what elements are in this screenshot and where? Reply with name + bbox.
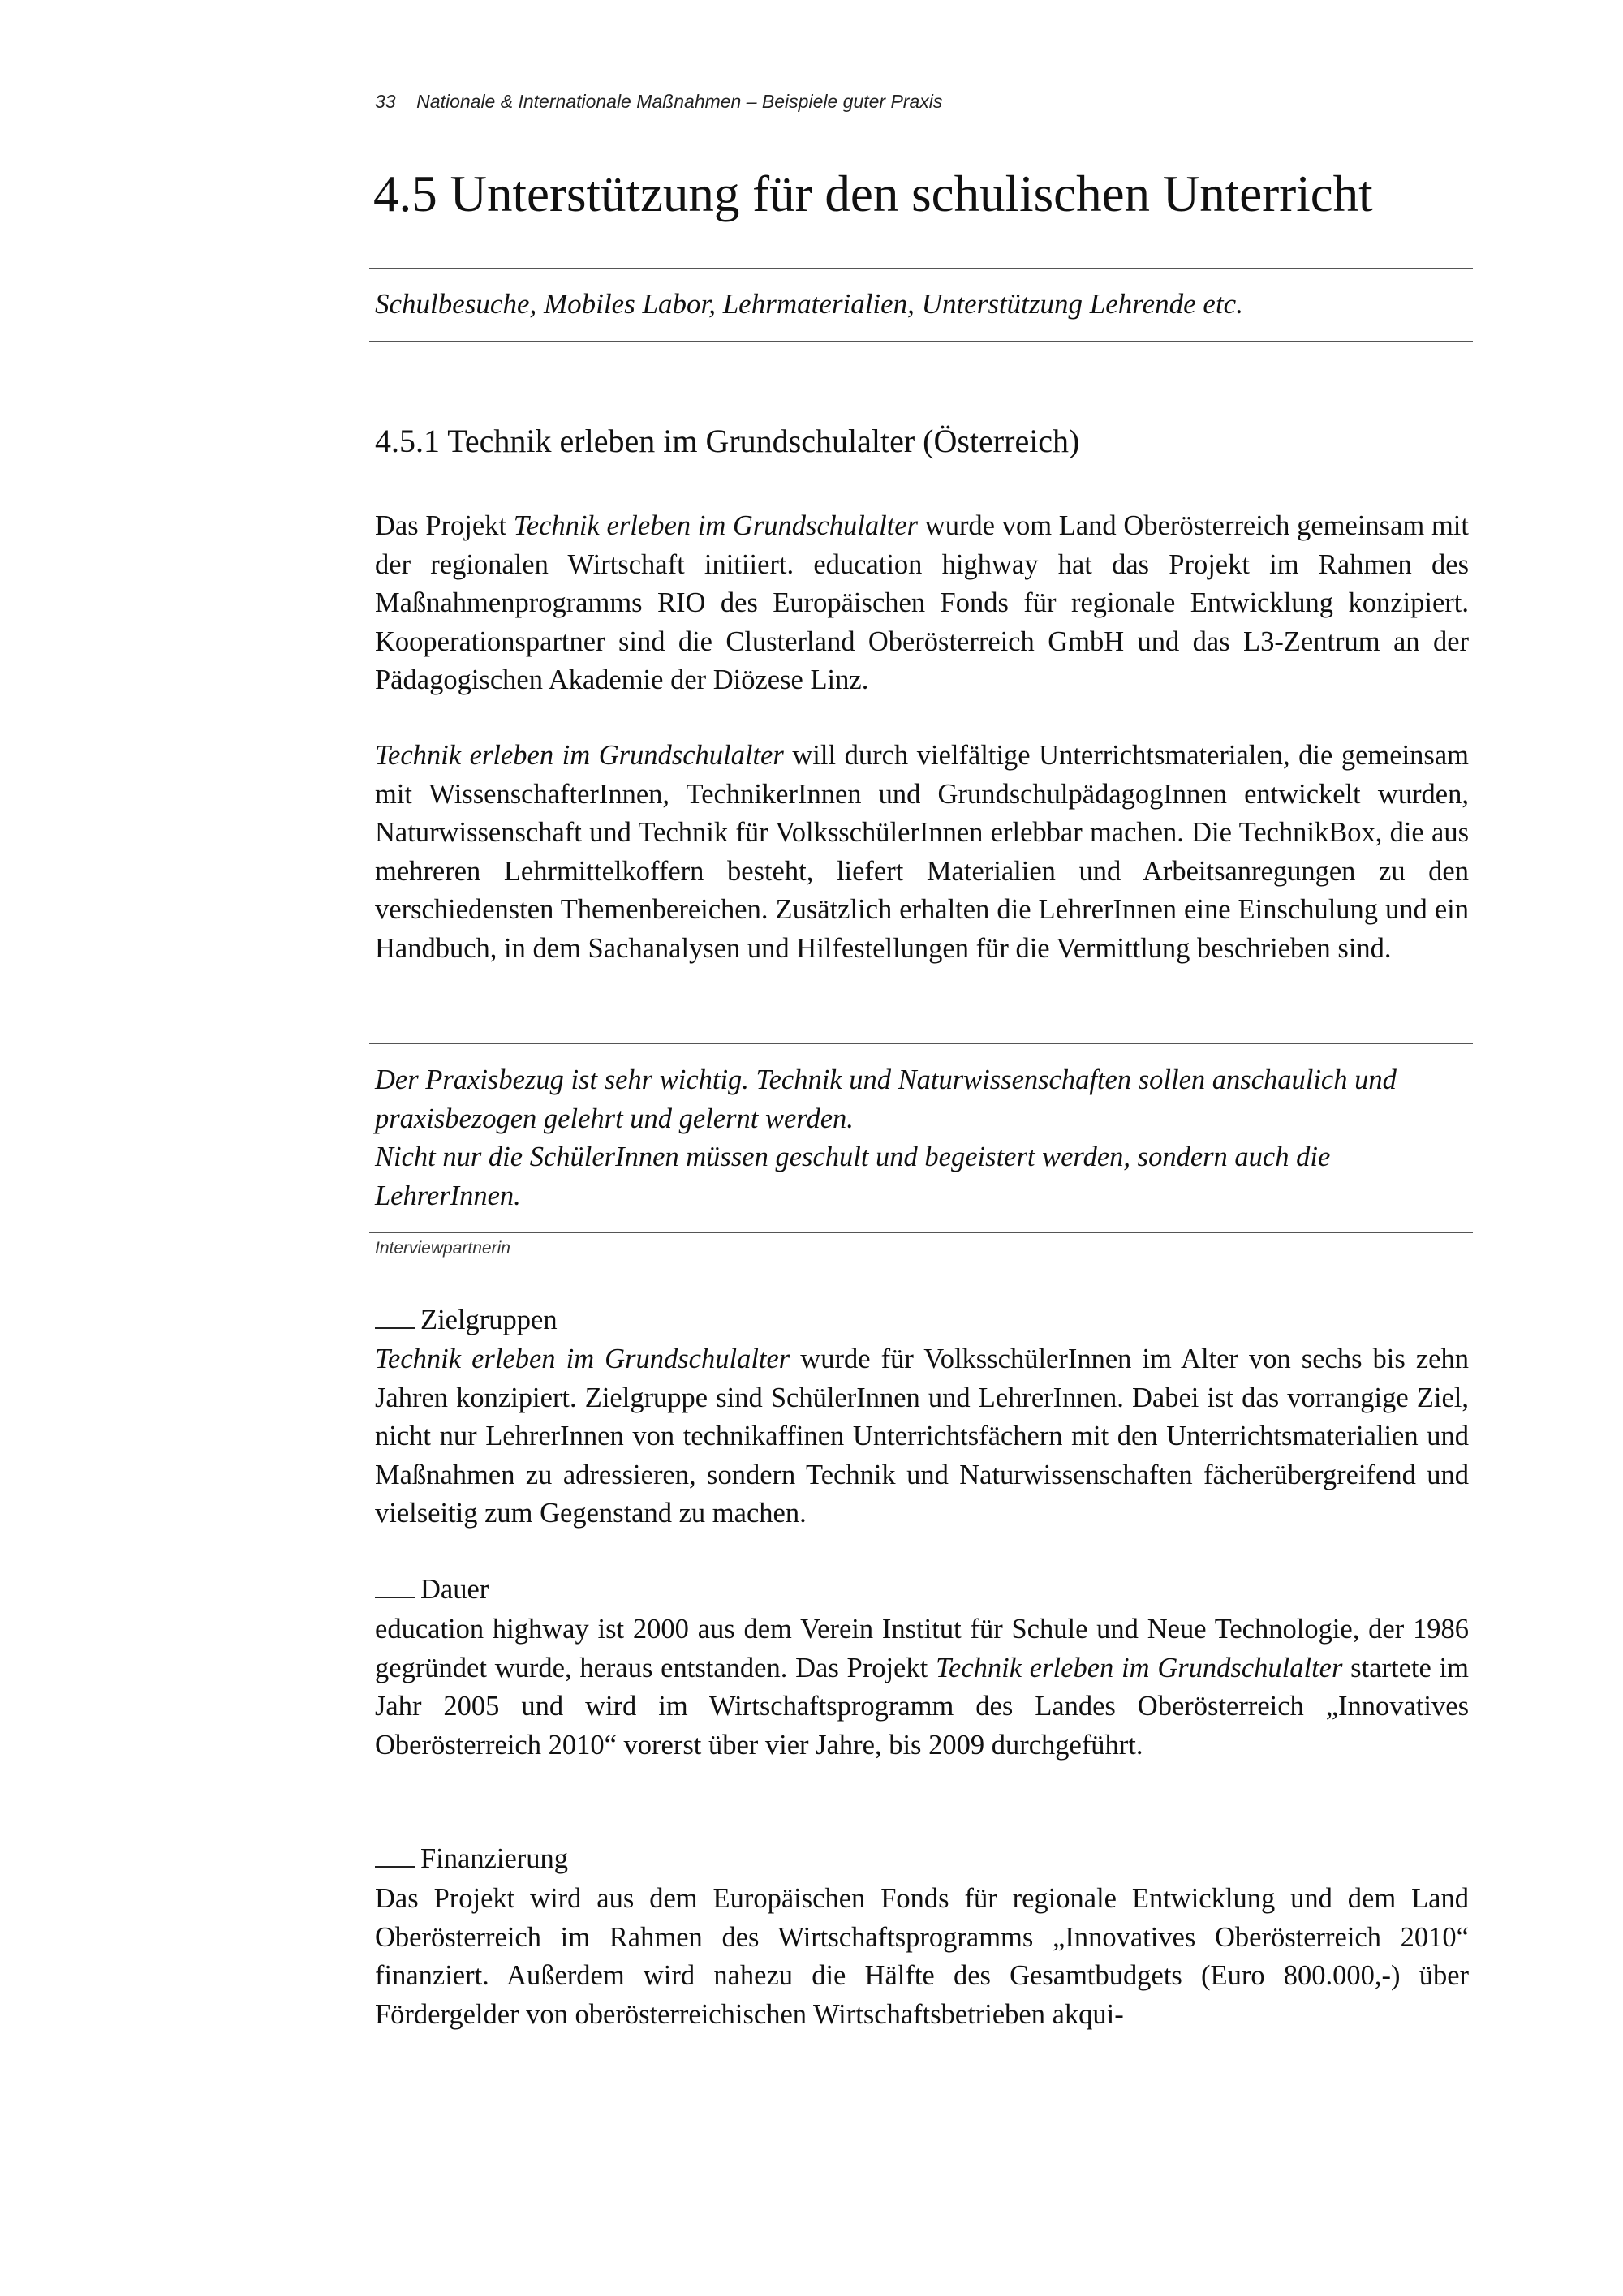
running-header: 33__Nationale & Internationale Maßnahmen – Beispiele guter Praxis [375, 91, 943, 112]
heading-underline [375, 1596, 415, 1598]
quote-line: Nicht nur die SchülerInnen müssen geschult und begeistert werden, sondern auch die LehrerInnen. [375, 1142, 1331, 1211]
heading-text: Finanzierung [420, 1843, 569, 1874]
divider [369, 1043, 1473, 1044]
project-name: Technik erleben im Grundschulalter [375, 1344, 790, 1374]
description-paragraph [375, 737, 1469, 968]
heading-text: Zielgruppen [420, 1305, 558, 1335]
project-name: Technik erleben im Grundschulalter [375, 740, 784, 771]
pull-quote [375, 1061, 1469, 1215]
quote-line: Der Praxisbezug ist sehr wichtig. Technik und Naturwissenschaften sollen anschaulich und praxisbezogen gelehrt und gelernt werden. [375, 1064, 1397, 1134]
quote-attribution: Interviewpartnerin [375, 1239, 510, 1258]
finanzierung-heading [375, 1843, 568, 1875]
heading-text: Dauer [420, 1574, 489, 1605]
text-run: Das Projekt [375, 510, 514, 541]
text-run: education highway ist 2000 aus dem Verein Institut für Schule und Neue Technologie, der 1986 gegründet wurde, heraus entstanden. Das Projekt [375, 1614, 1469, 1683]
subsection-title: 4.5.1 Technik erleben im Grundschulalter (Österreich) [375, 423, 1080, 459]
zielgruppen-paragraph [375, 1340, 1469, 1533]
text-run: startete im Jahr 2005 und wird im Wirtschaftsprogramm des Landes Oberösterreich „Innovatives Oberösterreich 2010“ vorerst über vier Jahre, bis 2009 durchgeführt. [375, 1652, 1469, 1761]
text-run: will durch vielfältige Unterrichtsmaterialen, die gemeinsam mit WissenschafterInnen, TechnikerInnen und GrundschulpädagogInnen entwickelt wurden, Naturwissenschaft und Technik für VolksschülerInnen erlebbar machen. Die TechnikBox, die aus mehreren Lehrmittelkoffern besteht, liefert Materialien und Arbeitsanregungen zu den verschiedensten Themenbereichen. Zusätzlich erhalten die LehrerInnen eine Einschulung und ein Handbuch, in dem Sachanalysen und Hilfestellungen für die Vermittlung beschrieben sind. [375, 740, 1469, 964]
heading-underline [375, 1326, 415, 1329]
text-run: wurde für VolksschülerInnen im Alter von sechs bis zehn Jahren konzipiert. Zielgruppe sind SchülerInnen und LehrerInnen. Dabei ist das vorrangige Ziel, nicht nur LehrerInnen von technikaffinen Unterrichtsfächern mit den Unterrichtsmaterialien und Maßnahmen zu adressieren, sondern Technik und Naturwissenschaften fächerübergreifend und vielseitig zum Gegenstand zu machen. [375, 1344, 1469, 1529]
heading-underline [375, 1865, 415, 1868]
divider [369, 268, 1473, 269]
section-title: 4.5 Unterstützung für den schulischen Unterricht [373, 166, 1373, 222]
section-subtitle: Schulbesuche, Mobiles Labor, Lehrmaterialien, Unterstützung Lehrende etc. [375, 288, 1243, 320]
divider [369, 341, 1473, 342]
finanzierung-paragraph: Das Projekt wird aus dem Europäischen Fonds für regionale Entwicklung und dem Land Oberösterreich im Rahmen des Wirtschaftsprogramms „Innovatives Oberösterreich 2010“ finanziert. Außerdem wird nahezu die Hälfte des Gesamtbudgets (Euro 800.000,-) über Fördergelder von oberösterreichischen Wirtschaftsbetrieben akqui- [375, 1883, 1469, 2030]
dauer-paragraph [375, 1610, 1469, 1765]
dauer-heading [375, 1574, 489, 1606]
project-name: Technik erleben im Grundschulalter [935, 1652, 1343, 1683]
text-run: wurde vom Land Oberösterreich gemeinsam mit der regionalen Wirtschaft initiiert. education highway hat das Projekt im Rahmen des Maßnahmenprogramms RIO des Europäischen Fonds für regionale Entwicklung konzipiert. Kooperationspartner sind die Clusterland Oberösterreich GmbH und das L3-Zentrum an der Pädagogischen Akademie der Diözese Linz. [375, 510, 1469, 695]
intro-paragraph [375, 507, 1469, 700]
divider [369, 1232, 1473, 1233]
zielgruppen-heading [375, 1305, 558, 1336]
project-name: Technik erleben im Grundschulalter [513, 510, 919, 541]
